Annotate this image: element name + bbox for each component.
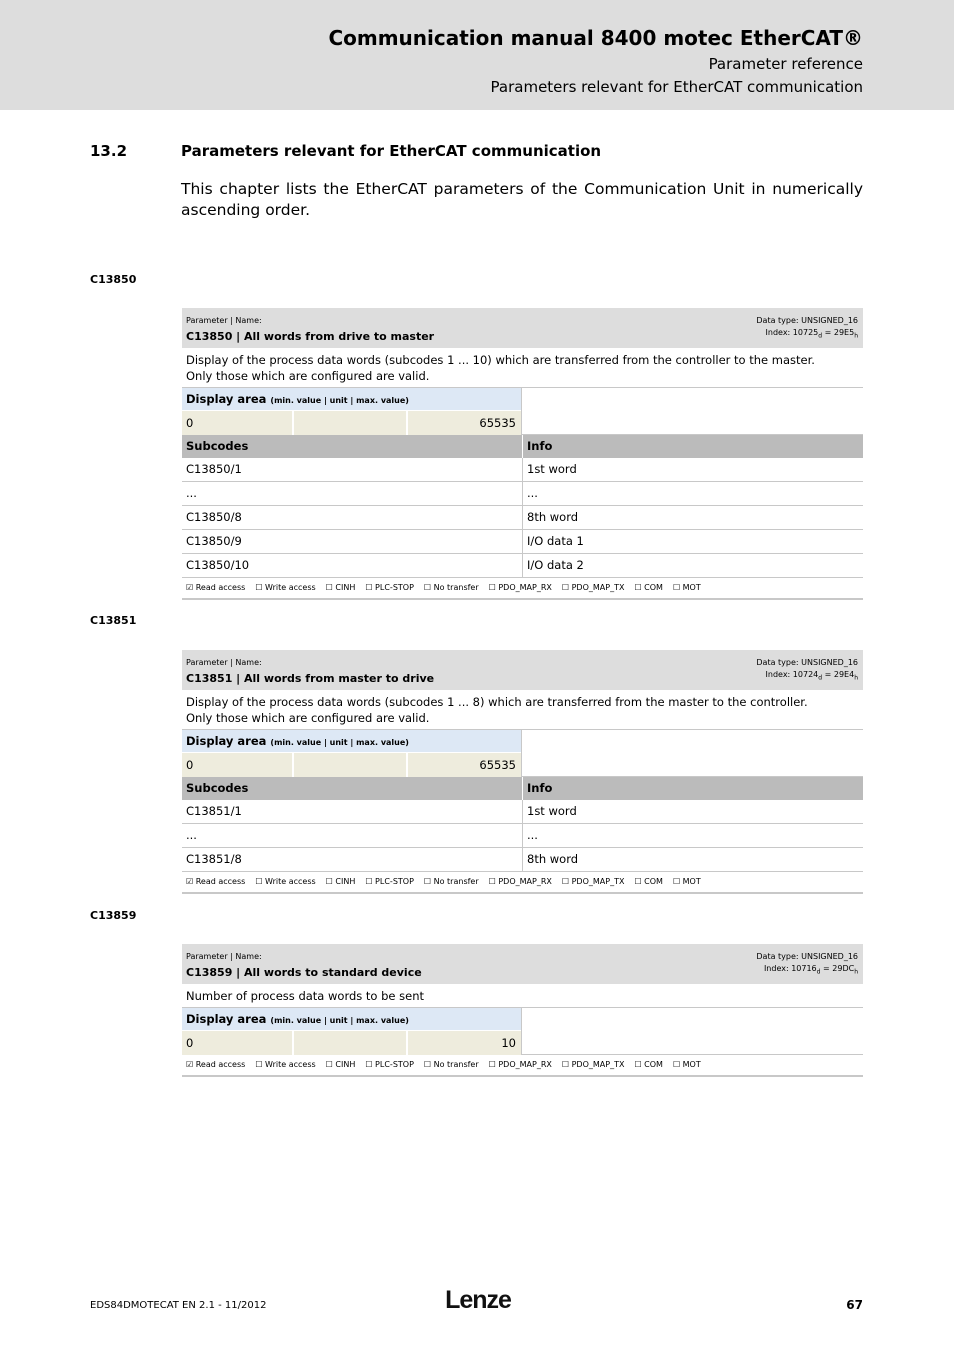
table-row: ... ... (182, 482, 863, 506)
display-area-title: Display area (min. value | unit | max. value) (182, 1008, 521, 1030)
table-row: C13851/8 8th word (182, 848, 863, 872)
table-row: C13851/1 1st word (182, 800, 863, 824)
min-value: 0 (182, 753, 294, 777)
unit-value (294, 1031, 408, 1055)
param-label-c13851: C13851 (90, 614, 137, 627)
chapter-title: Parameter reference (708, 55, 863, 73)
param-table-c13859 (182, 944, 863, 1077)
intro-paragraph: This chapter lists the EtherCAT parameters of the Communication Unit in numerically ascending order. (181, 180, 863, 219)
display-area (182, 730, 863, 777)
param-label-c13859: C13859 (90, 909, 137, 922)
min-value: 0 (182, 411, 294, 435)
subcodes-header: Subcodes Info (182, 435, 863, 458)
section-number: 13.2 (90, 142, 128, 160)
data-type: Data type: UNSIGNED_16 (756, 952, 858, 961)
param-label-c13850: C13850 (90, 273, 137, 286)
param-header (182, 944, 863, 984)
max-value: 10 (408, 1031, 521, 1055)
unit-value (294, 753, 408, 777)
param-name-label: Parameter | Name: (186, 952, 262, 961)
document-id: EDS84DMOTECAT EN 2.1 - 11/2012 (90, 1300, 267, 1311)
display-area-title: Display area (min. value | unit | max. value) (182, 730, 521, 752)
section-title: Parameters relevant for EtherCAT communication (181, 142, 602, 160)
table-row: ... ... (182, 824, 863, 848)
param-header (182, 308, 863, 348)
data-type: Data type: UNSIGNED_16 (756, 316, 858, 325)
param-description: Number of process data words to be sent (182, 984, 863, 1008)
param-index: Index: $10716_d = 29DC_h$ (763, 964, 858, 976)
max-value: 65535 (408, 411, 521, 435)
param-header (182, 650, 863, 690)
max-value: 65535 (408, 753, 521, 777)
param-name: C13859 | All words to standard device (186, 966, 422, 979)
param-name: C13850 | All words from drive to master (186, 330, 435, 343)
lenze-logo (438, 1285, 518, 1315)
table-row: C13850/9 I/O data 1 (182, 530, 863, 554)
param-name: C13851 | All words from master to drive (186, 672, 435, 685)
subcodes-header: Subcodes Info (182, 777, 863, 800)
data-type: Data type: UNSIGNED_16 (756, 658, 858, 667)
access-flags: ☑ Read access ☐ Write access ☐ CINH ☐ PLC-STOP ☐ No transfer ☐ PDO_MAP_RX ☐ PDO_MAP_TX ☐ COM ☐ MOT (182, 578, 863, 600)
access-flags: ☑ Read access ☐ Write access ☐ CINH ☐ PLC-STOP ☐ No transfer ☐ PDO_MAP_RX ☐ PDO_MAP_TX ☐ COM ☐ MOT (182, 872, 863, 894)
param-table-c13850 (182, 308, 863, 600)
param-description: Display of the process data words (subcodes 1 ... 10) which are transferred from the controller to the master. Only those which are configured are valid. (182, 348, 863, 388)
svg-text:Lenze: Lenze (445, 1286, 511, 1314)
min-value: 0 (182, 1031, 294, 1055)
param-name-label: Parameter | Name: (186, 316, 262, 325)
param-description: Display of the process data words (subcodes 1 ... 8) which are transferred from the master to the controller. Only those which are configured are valid. (182, 690, 863, 730)
section-header-title: Parameters relevant for EtherCAT communication (490, 78, 863, 96)
display-area (182, 388, 863, 435)
table-row: C13850/1 1st word (182, 458, 863, 482)
param-index: Index: $10725_d = 29E5_h$ (765, 328, 858, 340)
display-area (182, 1008, 863, 1055)
param-index: Index: $10724_d = 29E4_h$ (765, 670, 858, 682)
page-header (0, 0, 954, 110)
unit-value (294, 411, 408, 435)
access-flags: ☑ Read access ☐ Write access ☐ CINH ☐ PLC-STOP ☐ No transfer ☐ PDO_MAP_RX ☐ PDO_MAP_TX ☐ COM ☐ MOT (182, 1055, 863, 1077)
table-row: C13850/8 8th word (182, 506, 863, 530)
param-name-label: Parameter | Name: (186, 658, 262, 667)
page-number: 67 (846, 1298, 863, 1312)
display-area-title: Display area (min. value | unit | max. value) (182, 388, 521, 410)
manual-title: Communication manual 8400 motec EtherCAT® (328, 26, 863, 50)
param-table-c13851 (182, 650, 863, 894)
table-row: C13850/10 I/O data 2 (182, 554, 863, 578)
